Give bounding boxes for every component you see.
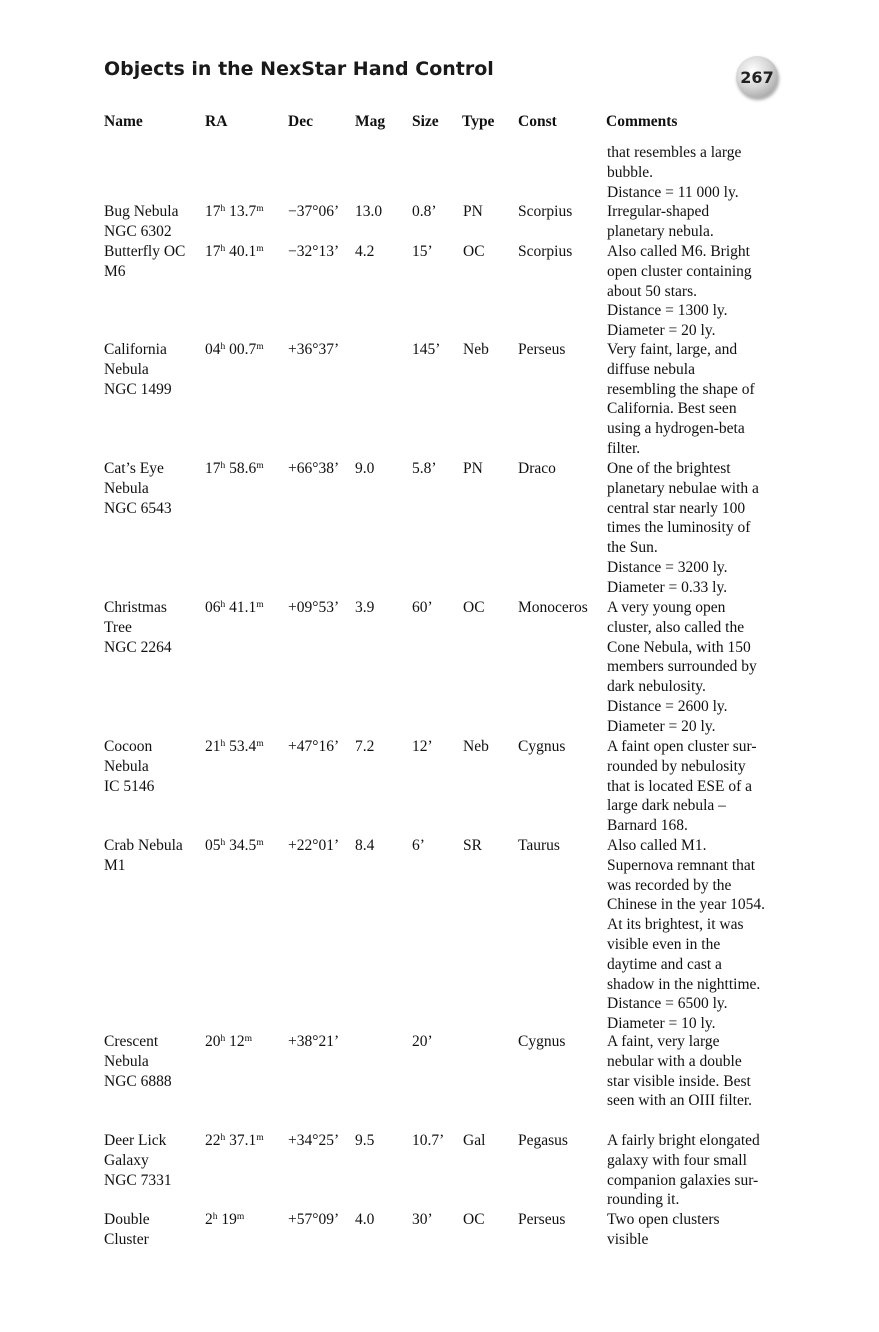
- ra-minutes: 13.7: [225, 203, 257, 220]
- object-comment: A very young open cluster, also called the Cone Nebula, with 150 members surrounded by dark nebulosity. Distance = 2600 ly. Diameter = 20 ly.: [607, 599, 757, 735]
- right-ascension: [205, 1131, 264, 1151]
- declination: +34°25’: [288, 1132, 340, 1149]
- object-comment: One of the brightest planetary nebulae with a central star nearly 100 times the luminosity of the Sun. Distance = 3200 ly. Diameter = 0.33 ly.: [607, 460, 759, 596]
- right-ascension: [205, 1210, 244, 1230]
- declination: −32°13’: [288, 243, 340, 260]
- object-comment: Very faint, large, and diffuse nebula resembling the shape of California. Best seen using a hydrogen-beta filter.: [607, 341, 755, 457]
- constellation: Cygnus: [518, 738, 566, 755]
- constellation: Cygnus: [518, 1033, 566, 1050]
- angular-size: 0.8’: [412, 203, 437, 220]
- declination: +47°16’: [288, 738, 340, 755]
- ra-minutes: 37.1: [225, 1132, 257, 1149]
- object-type: Neb: [463, 341, 489, 358]
- page-number: 267: [740, 67, 774, 87]
- object-comment: Irregular-shaped planetary nebula.: [607, 203, 714, 240]
- ra-minutes: 12: [225, 1033, 245, 1050]
- right-ascension: [205, 598, 264, 618]
- ra-minutes: 41.1: [225, 599, 257, 616]
- column-header-dec: Dec: [288, 113, 313, 130]
- column-header-ra: RA: [205, 113, 228, 130]
- ra-hours: 20: [205, 1033, 221, 1050]
- right-ascension: [205, 459, 264, 479]
- object-comment: Two open clusters visible: [607, 1211, 720, 1248]
- right-ascension: [205, 242, 264, 262]
- constellation: Scorpius: [518, 243, 573, 260]
- angular-size: 30’: [412, 1211, 433, 1228]
- ra-hours-unit: h: [220, 739, 226, 749]
- constellation: Draco: [518, 460, 556, 477]
- object-comment: A fairly bright elongated galaxy with four small companion galaxies sur- rounding it.: [607, 1132, 760, 1209]
- object-name: Bug Nebula NGC 6302: [104, 203, 179, 240]
- angular-size: 15’: [412, 243, 433, 260]
- object-name: Christmas Tree NGC 2264: [104, 599, 172, 656]
- object-type: OC: [463, 243, 485, 260]
- ra-hours: 17: [205, 203, 221, 220]
- magnitude: 3.9: [355, 599, 375, 616]
- ra-hours-unit: h: [212, 1212, 218, 1222]
- ra-minutes-unit: m: [256, 461, 264, 471]
- ra-minutes-unit: m: [256, 739, 264, 749]
- right-ascension: [205, 340, 264, 360]
- ra-hours-unit: h: [220, 600, 226, 610]
- ra-minutes-unit: m: [256, 1133, 264, 1143]
- ra-minutes: 19: [217, 1211, 237, 1228]
- angular-size: 20’: [412, 1033, 433, 1050]
- ra-minutes-unit: m: [256, 244, 264, 254]
- ra-minutes-unit: m: [256, 342, 264, 352]
- page-number-badge: [736, 56, 778, 98]
- object-name: Deer Lick Galaxy NGC 7331: [104, 1132, 172, 1189]
- magnitude: 8.4: [355, 837, 375, 854]
- declination: +38°21’: [288, 1033, 340, 1050]
- object-name: Cocoon Nebula IC 5146: [104, 738, 155, 795]
- object-comment: Also called M1. Supernova remnant that was recorded by the Chinese in the year 1054. At its brightest, it was visible even in the daytime and cast a shadow in the nighttime. Distance = 6500 ly. Diameter = 10 ly.: [607, 837, 765, 1033]
- object-name: Double Cluster: [104, 1211, 150, 1248]
- ra-hours-unit: h: [220, 838, 226, 848]
- constellation: Pegasus: [518, 1132, 568, 1149]
- declination: +66°38’: [288, 460, 340, 477]
- object-type: Gal: [463, 1132, 486, 1149]
- declination: +57°09’: [288, 1211, 340, 1228]
- column-header-size: Size: [412, 113, 439, 130]
- angular-size: 10.7’: [412, 1132, 445, 1149]
- ra-minutes: 00.7: [225, 341, 257, 358]
- object-comment: A faint open cluster sur- rounded by nebulosity that is located ESE of a large dark nebula – Barnard 168.: [607, 738, 757, 835]
- ra-hours: 21: [205, 738, 221, 755]
- ra-hours: 17: [205, 460, 221, 477]
- object-type: PN: [463, 203, 483, 220]
- angular-size: 12’: [412, 738, 433, 755]
- object-name: California Nebula NGC 1499: [104, 341, 172, 398]
- right-ascension: [205, 202, 264, 222]
- constellation: Monoceros: [518, 599, 588, 616]
- right-ascension: [205, 737, 264, 757]
- ra-minutes: 53.4: [225, 738, 257, 755]
- magnitude: 9.0: [355, 460, 375, 477]
- ra-hours: 05: [205, 837, 221, 854]
- constellation: Taurus: [518, 837, 560, 854]
- ra-minutes-unit: m: [236, 1212, 245, 1222]
- object-type: OC: [463, 599, 485, 616]
- right-ascension: [205, 1032, 252, 1052]
- object-name: Crab Nebula M1: [104, 837, 183, 874]
- object-type: Neb: [463, 738, 489, 755]
- ra-hours-unit: h: [220, 1133, 226, 1143]
- object-comment: A faint, very large nebular with a double star visible inside. Best seen with an OIII filter.: [607, 1033, 753, 1110]
- angular-size: 60’: [412, 599, 433, 616]
- magnitude: 13.0: [355, 203, 383, 220]
- column-header-type: Type: [462, 113, 495, 130]
- right-ascension: [205, 836, 264, 856]
- ra-minutes-unit: m: [256, 600, 264, 610]
- column-header-mag: Mag: [355, 113, 386, 130]
- ra-minutes-unit: m: [244, 1034, 253, 1044]
- magnitude: 4.2: [355, 243, 375, 260]
- ra-hours-unit: h: [220, 1034, 226, 1044]
- declination: +22°01’: [288, 837, 340, 854]
- magnitude: 4.0: [355, 1211, 375, 1228]
- object-type: PN: [463, 460, 483, 477]
- column-header-const: Const: [518, 113, 557, 130]
- declination: +36°37’: [288, 341, 340, 358]
- angular-size: 145’: [412, 341, 441, 358]
- ra-hours-unit: h: [220, 342, 226, 352]
- continued-comment: that resembles a large bubble. Distance = 11 000 ly.: [607, 144, 742, 201]
- ra-hours: 22: [205, 1132, 221, 1149]
- ra-minutes: 40.1: [225, 243, 257, 260]
- constellation: Perseus: [518, 1211, 566, 1228]
- column-header-name: Name: [104, 113, 143, 130]
- ra-minutes: 58.6: [225, 460, 257, 477]
- object-type: SR: [463, 837, 482, 854]
- ra-minutes-unit: m: [256, 204, 264, 214]
- ra-hours: 17: [205, 243, 221, 260]
- constellation: Perseus: [518, 341, 566, 358]
- declination: +09°53’: [288, 599, 340, 616]
- column-header-comments: Comments: [606, 113, 678, 130]
- object-comment: Also called M6. Bright open cluster containing about 50 stars. Distance = 1300 ly. Diameter = 20 ly.: [607, 243, 752, 340]
- magnitude: 7.2: [355, 738, 375, 755]
- ra-hours-unit: h: [220, 244, 226, 254]
- object-name: Butterfly OC M6: [104, 243, 186, 280]
- ra-hours: 06: [205, 599, 221, 616]
- constellation: Scorpius: [518, 203, 573, 220]
- magnitude: 9.5: [355, 1132, 375, 1149]
- page-title: Objects in the NexStar Hand Control: [104, 58, 494, 80]
- ra-minutes: 34.5: [225, 837, 257, 854]
- angular-size: 6’: [412, 837, 425, 854]
- object-type: OC: [463, 1211, 485, 1228]
- declination: −37°06’: [288, 203, 340, 220]
- ra-hours: 04: [205, 341, 221, 358]
- ra-hours-unit: h: [220, 461, 226, 471]
- ra-hours: 2: [205, 1211, 213, 1228]
- ra-minutes-unit: m: [256, 838, 264, 848]
- angular-size: 5.8’: [412, 460, 437, 477]
- object-name: Crescent Nebula NGC 6888: [104, 1033, 172, 1090]
- object-name: Cat’s Eye Nebula NGC 6543: [104, 460, 172, 517]
- ra-hours-unit: h: [220, 204, 226, 214]
